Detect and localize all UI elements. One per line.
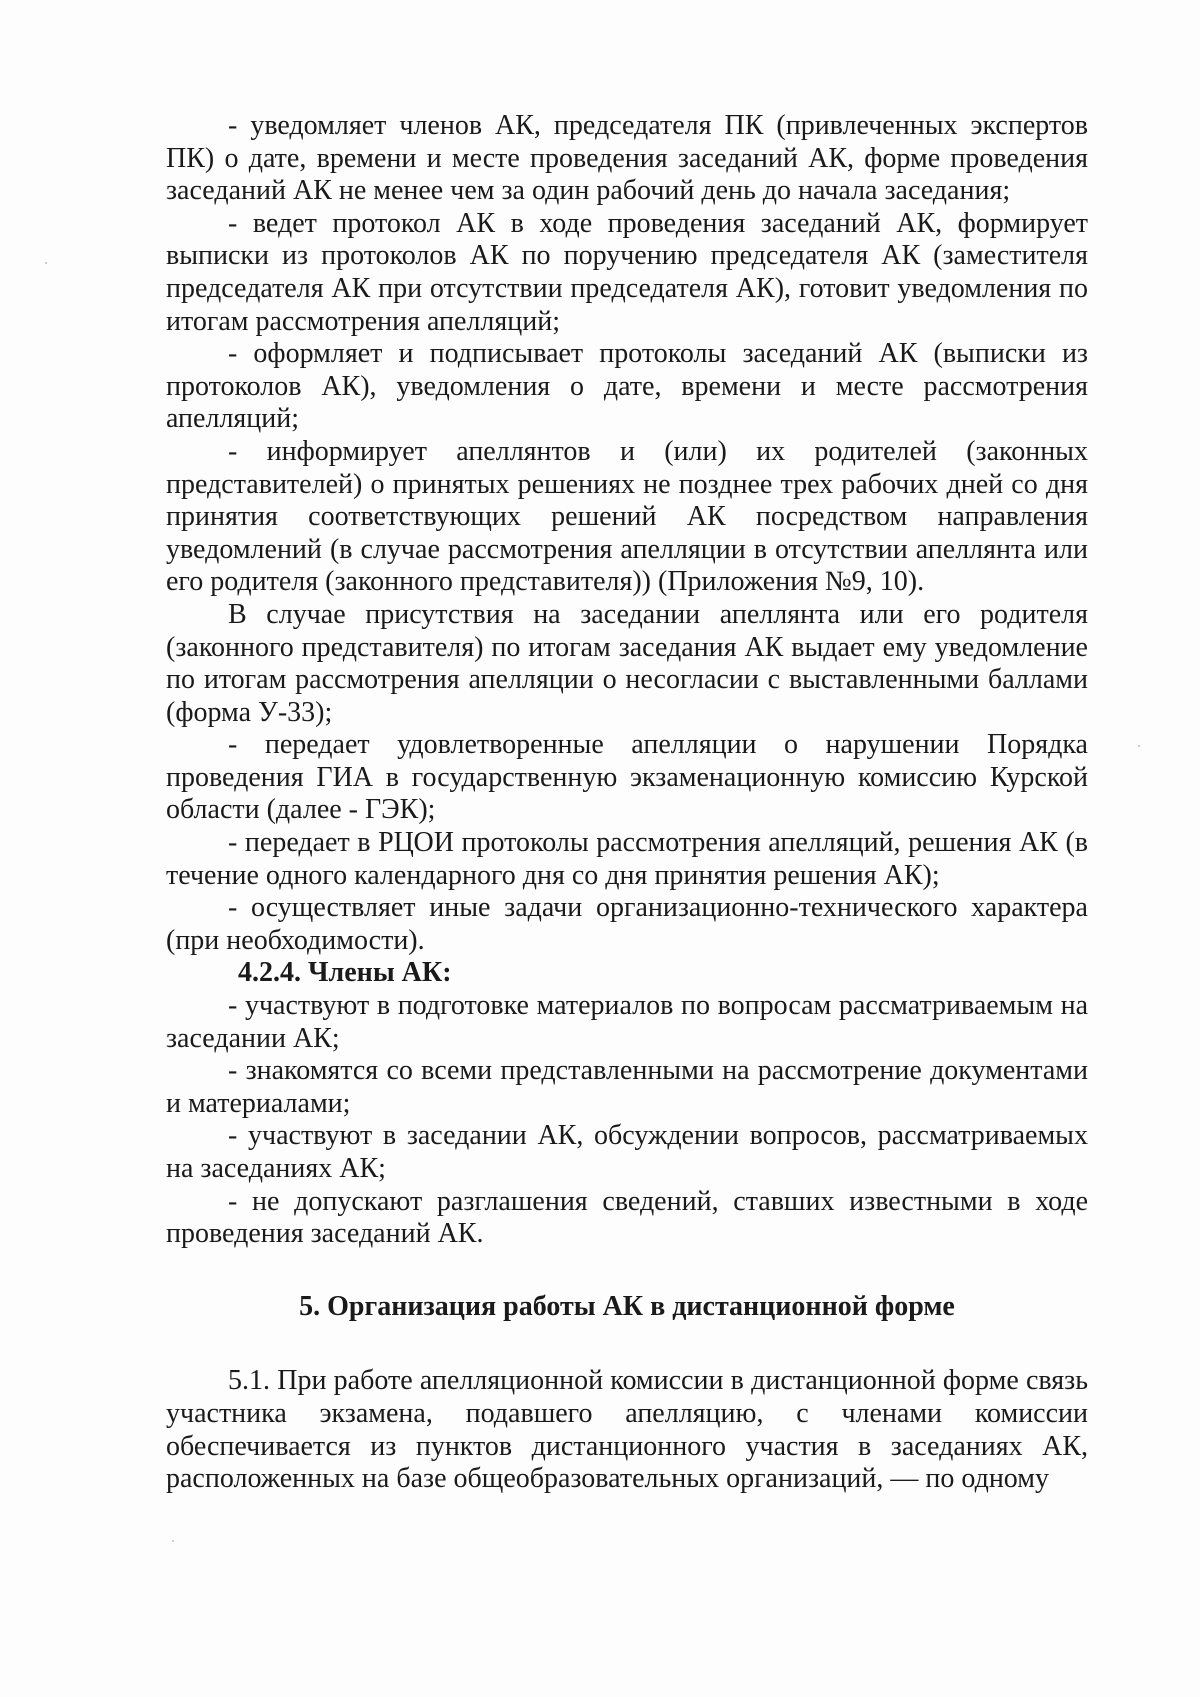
list-item-participate-meetings: - участвуют в заседании АК, обсуждении вопросов, рассматриваемых на заседаниях АК; bbox=[166, 1120, 1088, 1184]
list-item-non-disclosure: - не допускают разглашения сведений, ставших известными в ходе проведения заседаний АК. bbox=[166, 1185, 1088, 1250]
scan-speck bbox=[172, 1540, 174, 1542]
paragraph-other-tasks: - осуществляет иные задачи организационно-технического характера (при необходимости). bbox=[166, 892, 1088, 956]
list-item-review-documents: - знакомятся со всеми представленными на рассмотрение документами и материалами; bbox=[166, 1055, 1088, 1119]
scan-speck bbox=[1138, 745, 1140, 747]
document-body bbox=[166, 110, 1088, 1496]
list-item-participate-preparation: - участвуют в подготовке материалов по вопросам рассматриваемым на заседании АК; bbox=[166, 990, 1088, 1054]
paragraph-keeps-protocol: - ведет протокол АК в ходе проведения заседаний АК, формирует выписки из протоколов АК по поручению председателя АК (заместителя председателя АК при отсутствии председателя АК), готовит уведомления по итогам рассмотрения апелляций; bbox=[166, 207, 1088, 337]
paragraph-notify-members: - уведомляет членов АК, председателя ПК (привлеченных экспертов ПК) о дате, времени и месте проведения заседаний АК, форме проведения заседаний АК не менее чем за один рабочий день до начала заседания; bbox=[166, 110, 1088, 207]
paragraph-transfers-to-rcoi: - передает в РЦОИ протоколы рассмотрения апелляций, решения АК (в течение одного календарного дня со дня принятия решения АК); bbox=[166, 827, 1088, 891]
subheading-members: 4.2.4. Члены АК: bbox=[238, 957, 452, 989]
section-heading-remote-work: 5. Организация работы АК в дистанционной форме bbox=[299, 1290, 955, 1322]
paragraph-informs-appellants: - информирует апеллянтов и (или) их родителей (законных представителей) о принятых решениях не позднее трех рабочих дней со дня принятия соответствующих решений АК посредством направления уведомлений (в случае рассмотрения апелляции в отсутствии апеллянта или его родителя (законного представителя)) (Приложения №9, 10). bbox=[166, 435, 1088, 598]
paragraph-appellant-present: В случае присутствия на заседании апеллянта или его родителя (законного представителя) по итогам заседания АК выдает ему уведомление по итогам рассмотрения апелляции о несогласии с выставленными баллами (форма У-33); bbox=[166, 598, 1088, 728]
scan-speck bbox=[45, 262, 47, 264]
paragraph-transfers-appeals: - передает удовлетворенные апелляции о нарушении Порядка проведения ГИА в государственную экзаменационную комиссию Курской области (далее - ГЭК); bbox=[166, 729, 1088, 826]
paragraph-remote-appeal: 5.1. При работе апелляционной комиссии в дистанционной форме связь участника экзамена, подавшего апелляцию, с членами комиссии обеспечивается из пунктов дистанционного участия в заседаниях АК, расположенных на базе общеобразовательных организаций, — по одному bbox=[166, 1365, 1088, 1495]
paragraph-signs-protocols: - оформляет и подписывает протоколы заседаний АК (выписки из протоколов АК), уведомления о дате, времени и месте рассмотрения апелляций; bbox=[166, 338, 1088, 435]
